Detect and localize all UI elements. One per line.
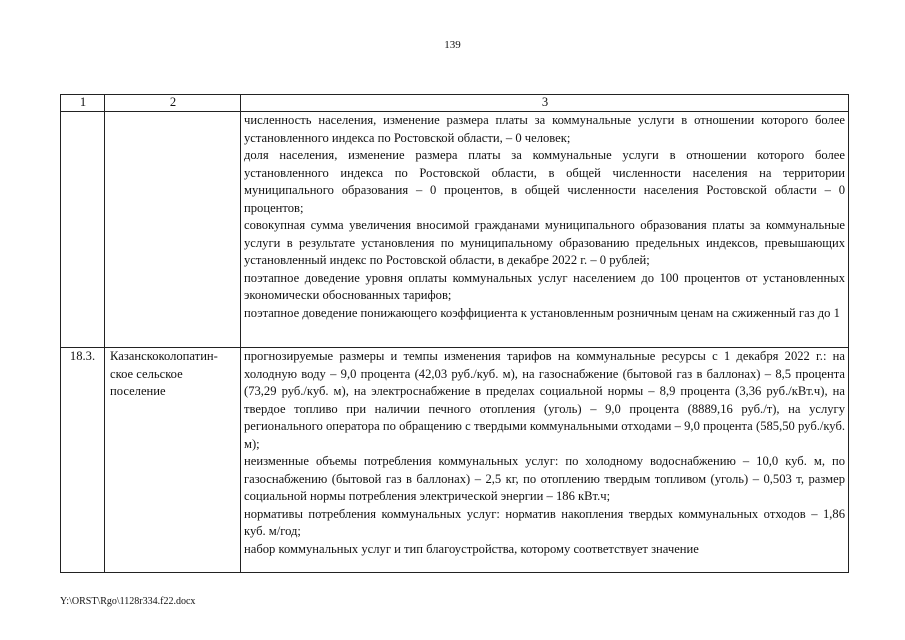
table-row	[61, 112, 849, 348]
column-header-2: 2	[105, 95, 241, 112]
row-number-cell	[61, 112, 105, 348]
indicators-cell	[241, 348, 849, 573]
table-header-row	[61, 95, 849, 112]
indicator-paragraph: совокупная сумма увеличения вносимой гражданами муниципального образования платы за коммунальные услуги в результате установления по муниципальному образованию предельных индексов, превышающих установленный индекс по Ростовской области, в декабре 2022 г. – 0 рублей;	[244, 218, 845, 267]
indicators-cell	[241, 112, 849, 348]
indicator-paragraph: доля населения, изменение размера платы за коммунальные услуги в отношении которого более установленного индекса по Ростовской области, в общей численности населения на территории муниципального образования – 0 процентов, в общей численности населения Ростовской области – 0 процентов;	[244, 148, 845, 215]
indicator-paragraph: численность населения, изменение размера платы за коммунальные услуги в отношении которого более установленного индекса по Ростовской области, – 0 человек;	[244, 113, 845, 145]
indicator-paragraph: поэтапное доведение уровня оплаты коммунальных услуг населением до 100 процентов от установленных экономически обоснованных тарифов;	[244, 270, 845, 302]
indicator-paragraph: прогнозируемые размеры и темпы изменения тарифов на коммунальные ресурсы с 1 декабря 2022 г.: на холодную воду – 9,0 процента (42,03 руб./куб. м), на газоснабжение (бытовой газ в баллонах) – 8,5 процента (73,29 руб./куб. м), на электроснабжение в пределах социальной нормы – 8,9 процента (3,36 руб./кВт.ч), на твердое топливо при наличии печного отопления (уголь) – 9,0 процента (8889,16 руб./т), на услугу регионального оператора по обращению с твердыми коммунальными отходами – 9,0 процента (585,50 руб./куб. м);	[244, 349, 845, 451]
footer-file-path: Y:\ORST\Rgo\1128r334.f22.docx	[60, 596, 196, 607]
municipality-name-cell	[105, 112, 241, 348]
table-row	[61, 348, 849, 573]
page-number: 139	[444, 39, 461, 51]
indicator-paragraph: набор коммунальных услуг и тип благоустройства, которому соответствует значение	[244, 541, 699, 556]
document-table	[60, 94, 849, 573]
row-number-cell: 18.3.	[61, 348, 105, 573]
indicator-paragraph: нормативы потребления коммунальных услуг: норматив накопления твердых коммунальных отходов – 1,86 куб. м/год;	[244, 506, 845, 538]
indicator-paragraph: поэтапное доведение понижающего коэффициента к установленным розничным ценам на сжиженный газ до 1	[244, 305, 840, 320]
municipality-name-cell: Казанскоколопатин- ское сельское поселение	[105, 348, 241, 573]
column-header-1: 1	[61, 95, 105, 112]
column-header-3: 3	[241, 95, 849, 112]
indicator-paragraph: неизменные объемы потребления коммунальных услуг: по холодному водоснабжению – 10,0 куб. м, по газоснабжению (бытовой газ в баллонах) – 2,5 кг, по отоплению твердым топливом (уголь) – 0,503 т, размер социальной нормы потребления электрической энергии – 186 кВт.ч;	[244, 454, 845, 503]
